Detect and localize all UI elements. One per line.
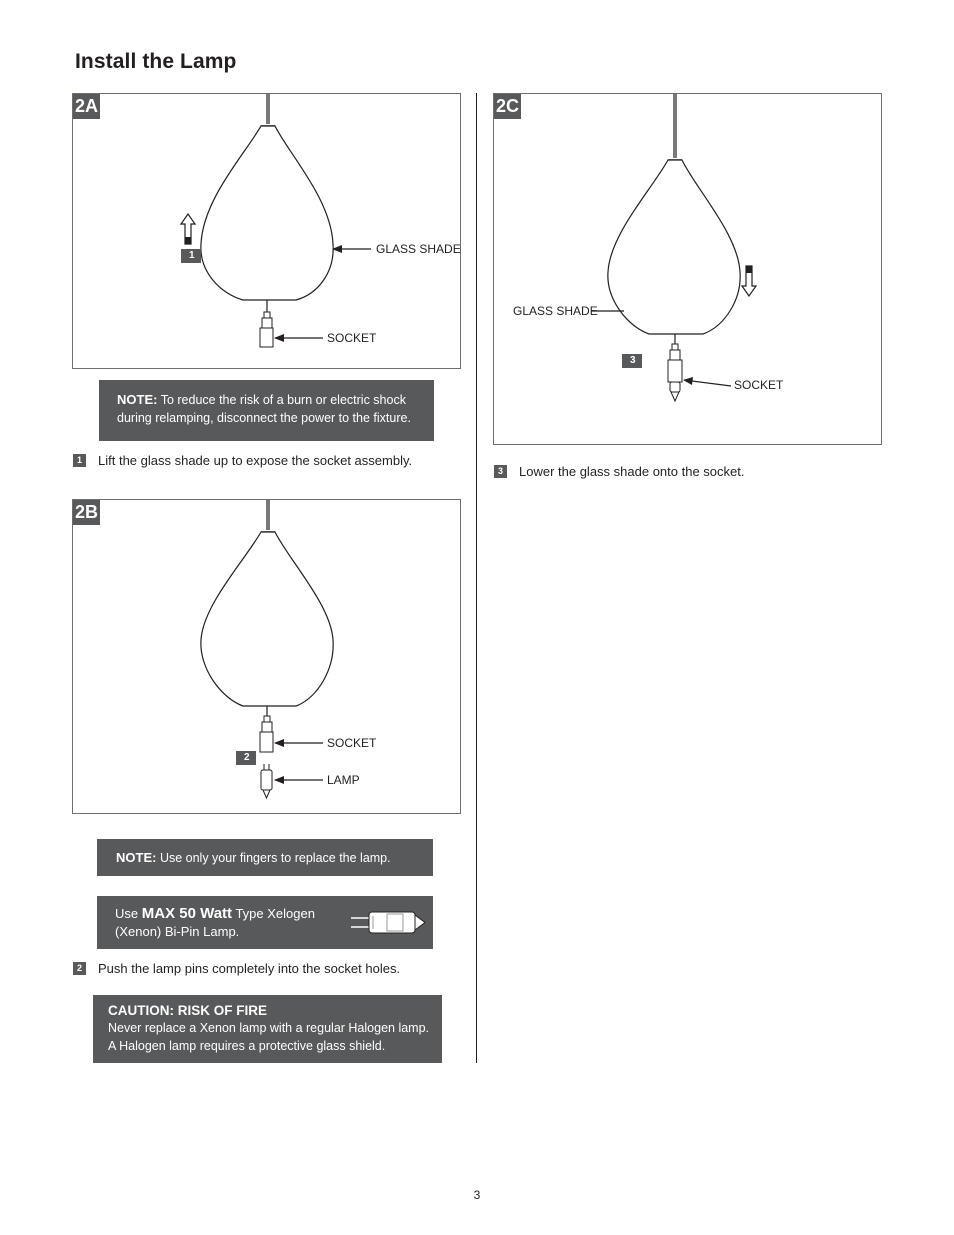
note-text: Use only your fingers to replace the lamp. bbox=[159, 851, 391, 865]
caution-line2: A Halogen lamp requires a protective glass shield. bbox=[108, 1039, 386, 1053]
note-relamping bbox=[99, 380, 434, 441]
glass-shade bbox=[608, 160, 740, 334]
step-text: Push the lamp pins completely into the socket holes. bbox=[98, 961, 401, 976]
glass-shade-label: GLASS SHADE bbox=[513, 304, 598, 318]
note-label: NOTE: bbox=[116, 850, 157, 865]
page-title: Install the Lamp bbox=[75, 50, 237, 73]
diagram-tag-2b: 2B bbox=[73, 500, 100, 525]
diagram-2c bbox=[493, 93, 882, 445]
step-number: 3 bbox=[494, 465, 507, 478]
caution-line1: Never replace a Xenon lamp with a regular Halogen lamp. bbox=[108, 1021, 430, 1035]
caution-fire-box bbox=[93, 995, 442, 1063]
step-number: 2 bbox=[73, 962, 86, 975]
diagram-2c-drawing bbox=[494, 94, 883, 446]
diagram-2b-drawing bbox=[73, 500, 462, 815]
diagram-2a-drawing bbox=[73, 94, 462, 370]
step-number: 1 bbox=[73, 454, 86, 467]
lamp-spec-box bbox=[97, 896, 433, 949]
step-text: Lower the glass shade onto the socket. bbox=[519, 464, 745, 479]
lamp-type-text: Type Xelogen bbox=[235, 906, 315, 921]
lamp-type-line2: (Xenon) Bi-Pin Lamp. bbox=[115, 924, 240, 939]
note-text-line1: To reduce the risk of a burn or electric shock bbox=[160, 393, 406, 407]
page-number: 3 bbox=[473, 1188, 481, 1202]
step-text: Lift the glass shade up to expose the socket assembly. bbox=[98, 453, 413, 468]
diagram-2b bbox=[72, 499, 461, 814]
socket-label: SOCKET bbox=[327, 736, 377, 750]
step-3 bbox=[494, 464, 744, 479]
socket-label: SOCKET bbox=[734, 378, 784, 392]
step-badge-2: 2 bbox=[236, 751, 256, 765]
diagram-tag-2a: 2A bbox=[73, 94, 100, 119]
step-badge-1: 1 bbox=[181, 249, 201, 263]
caution-heading: CAUTION: RISK OF FIRE bbox=[108, 1003, 267, 1018]
glass-shade bbox=[201, 532, 333, 706]
note-fingers bbox=[97, 839, 433, 876]
step-badge-3: 3 bbox=[622, 354, 642, 368]
note-label: NOTE: bbox=[117, 392, 158, 407]
step-2 bbox=[73, 961, 400, 976]
lamp-label: LAMP bbox=[327, 773, 360, 787]
diagram-tag-2c: 2C bbox=[494, 94, 521, 119]
lamp-bulb-icon bbox=[261, 764, 272, 798]
glass-shade-label: GLASS SHADE bbox=[376, 242, 461, 256]
lamp-use-text: Use bbox=[115, 906, 139, 921]
step-1 bbox=[73, 453, 412, 468]
note-text-line2: during relamping, disconnect the power to the fixture. bbox=[117, 411, 411, 425]
glass-shade bbox=[201, 126, 333, 300]
bi-pin-lamp-icon bbox=[349, 908, 429, 938]
column-divider bbox=[476, 93, 477, 1063]
lamp-max-wattage: MAX 50 Watt bbox=[141, 905, 233, 922]
diagram-2a bbox=[72, 93, 461, 369]
socket-label: SOCKET bbox=[327, 331, 377, 345]
